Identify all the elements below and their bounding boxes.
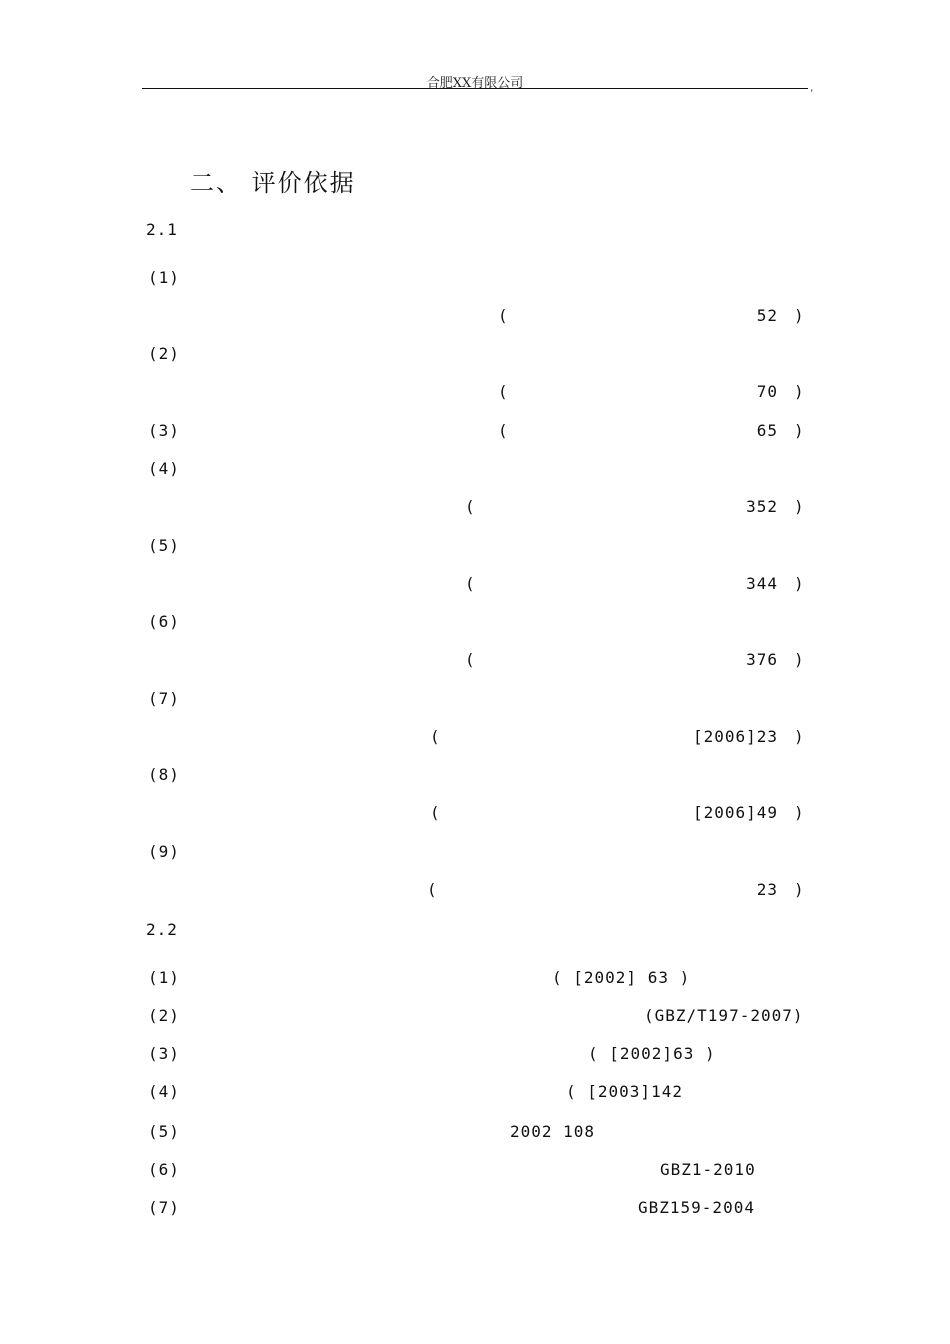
standard-item (148, 1122, 180, 1141)
section-title: 二、 评价依据 (190, 169, 356, 197)
law-number: [2006]23 (692, 727, 778, 746)
standard-item (148, 1160, 180, 1179)
standard-ref: GBZ159-2004 (638, 1198, 755, 1217)
law-close: ) (794, 497, 804, 516)
standard-index: (5) (148, 1122, 180, 1141)
law-item (148, 536, 180, 555)
law-index: (3) (148, 421, 180, 440)
law-item (148, 612, 180, 631)
law-index: (4) (148, 459, 180, 478)
law-close: ) (794, 650, 804, 669)
law-index: (5) (148, 536, 180, 555)
standard-index: (1) (148, 968, 180, 987)
law-issuer: ( (465, 650, 476, 669)
law-issuer: ( (465, 497, 476, 516)
law-issuer: ( (430, 803, 441, 822)
law-issuer: ( (498, 421, 509, 440)
standard-ref: ( [2003]142 (566, 1082, 683, 1101)
law-number: 70 (756, 382, 778, 401)
law-number: [2006]49 (692, 803, 778, 822)
standard-item (148, 1198, 180, 1217)
law-number: 52 (756, 306, 778, 325)
subsection-standards (146, 920, 178, 939)
law-item (148, 344, 180, 363)
standard-index: (2) (148, 1006, 180, 1025)
law-item (148, 459, 180, 478)
header-rule (142, 88, 808, 89)
law-index: (9) (148, 842, 180, 861)
law-close: ) (794, 382, 804, 401)
law-index: (7) (148, 689, 180, 708)
law-number: 352 (746, 497, 778, 516)
standard-index: (7) (148, 1198, 180, 1217)
standard-index: (4) (148, 1082, 180, 1101)
header-mark: , (809, 84, 815, 94)
standard-item (148, 1006, 180, 1025)
standard-ref: ( [2002] 63 ) (552, 968, 691, 987)
law-index: (2) (148, 344, 180, 363)
law-index: (6) (148, 612, 180, 631)
standard-ref: ( [2002]63 ) (588, 1044, 716, 1063)
standard-ref: 2002 108 (510, 1122, 596, 1141)
law-close: ) (794, 803, 804, 822)
law-close: ) (794, 574, 804, 593)
law-issuer: ( (427, 880, 438, 899)
law-number: 65 (756, 421, 778, 440)
law-number: 376 (746, 650, 778, 669)
standard-index: (3) (148, 1044, 180, 1063)
law-close: ) (794, 727, 804, 746)
law-index: (8) (148, 765, 180, 784)
law-item (148, 765, 180, 784)
standard-ref: GBZ1-2010 (660, 1160, 756, 1179)
standard-index: (6) (148, 1160, 180, 1179)
standard-item (148, 968, 180, 987)
law-item (148, 842, 180, 861)
standard-ref: (GBZ/T197-2007) (644, 1006, 804, 1025)
law-close: ) (794, 421, 804, 440)
subsection-laws-number: 2.1 (146, 220, 178, 239)
law-issuer: ( (465, 574, 476, 593)
law-issuer: ( (498, 306, 509, 325)
law-item (148, 421, 180, 440)
header-company: 合肥XX有限公司 (426, 76, 524, 91)
law-close: ) (794, 306, 804, 325)
subsection-laws (146, 220, 178, 239)
law-number: 344 (746, 574, 778, 593)
law-number: 23 (756, 880, 778, 899)
law-index: (1) (148, 268, 180, 287)
law-issuer: ( (430, 727, 441, 746)
law-item (148, 268, 180, 287)
law-issuer: ( (498, 382, 509, 401)
law-item (148, 689, 180, 708)
law-close: ) (794, 880, 804, 899)
standard-item (148, 1082, 180, 1101)
subsection-standards-number: 2.2 (146, 920, 178, 939)
standard-item (148, 1044, 180, 1063)
